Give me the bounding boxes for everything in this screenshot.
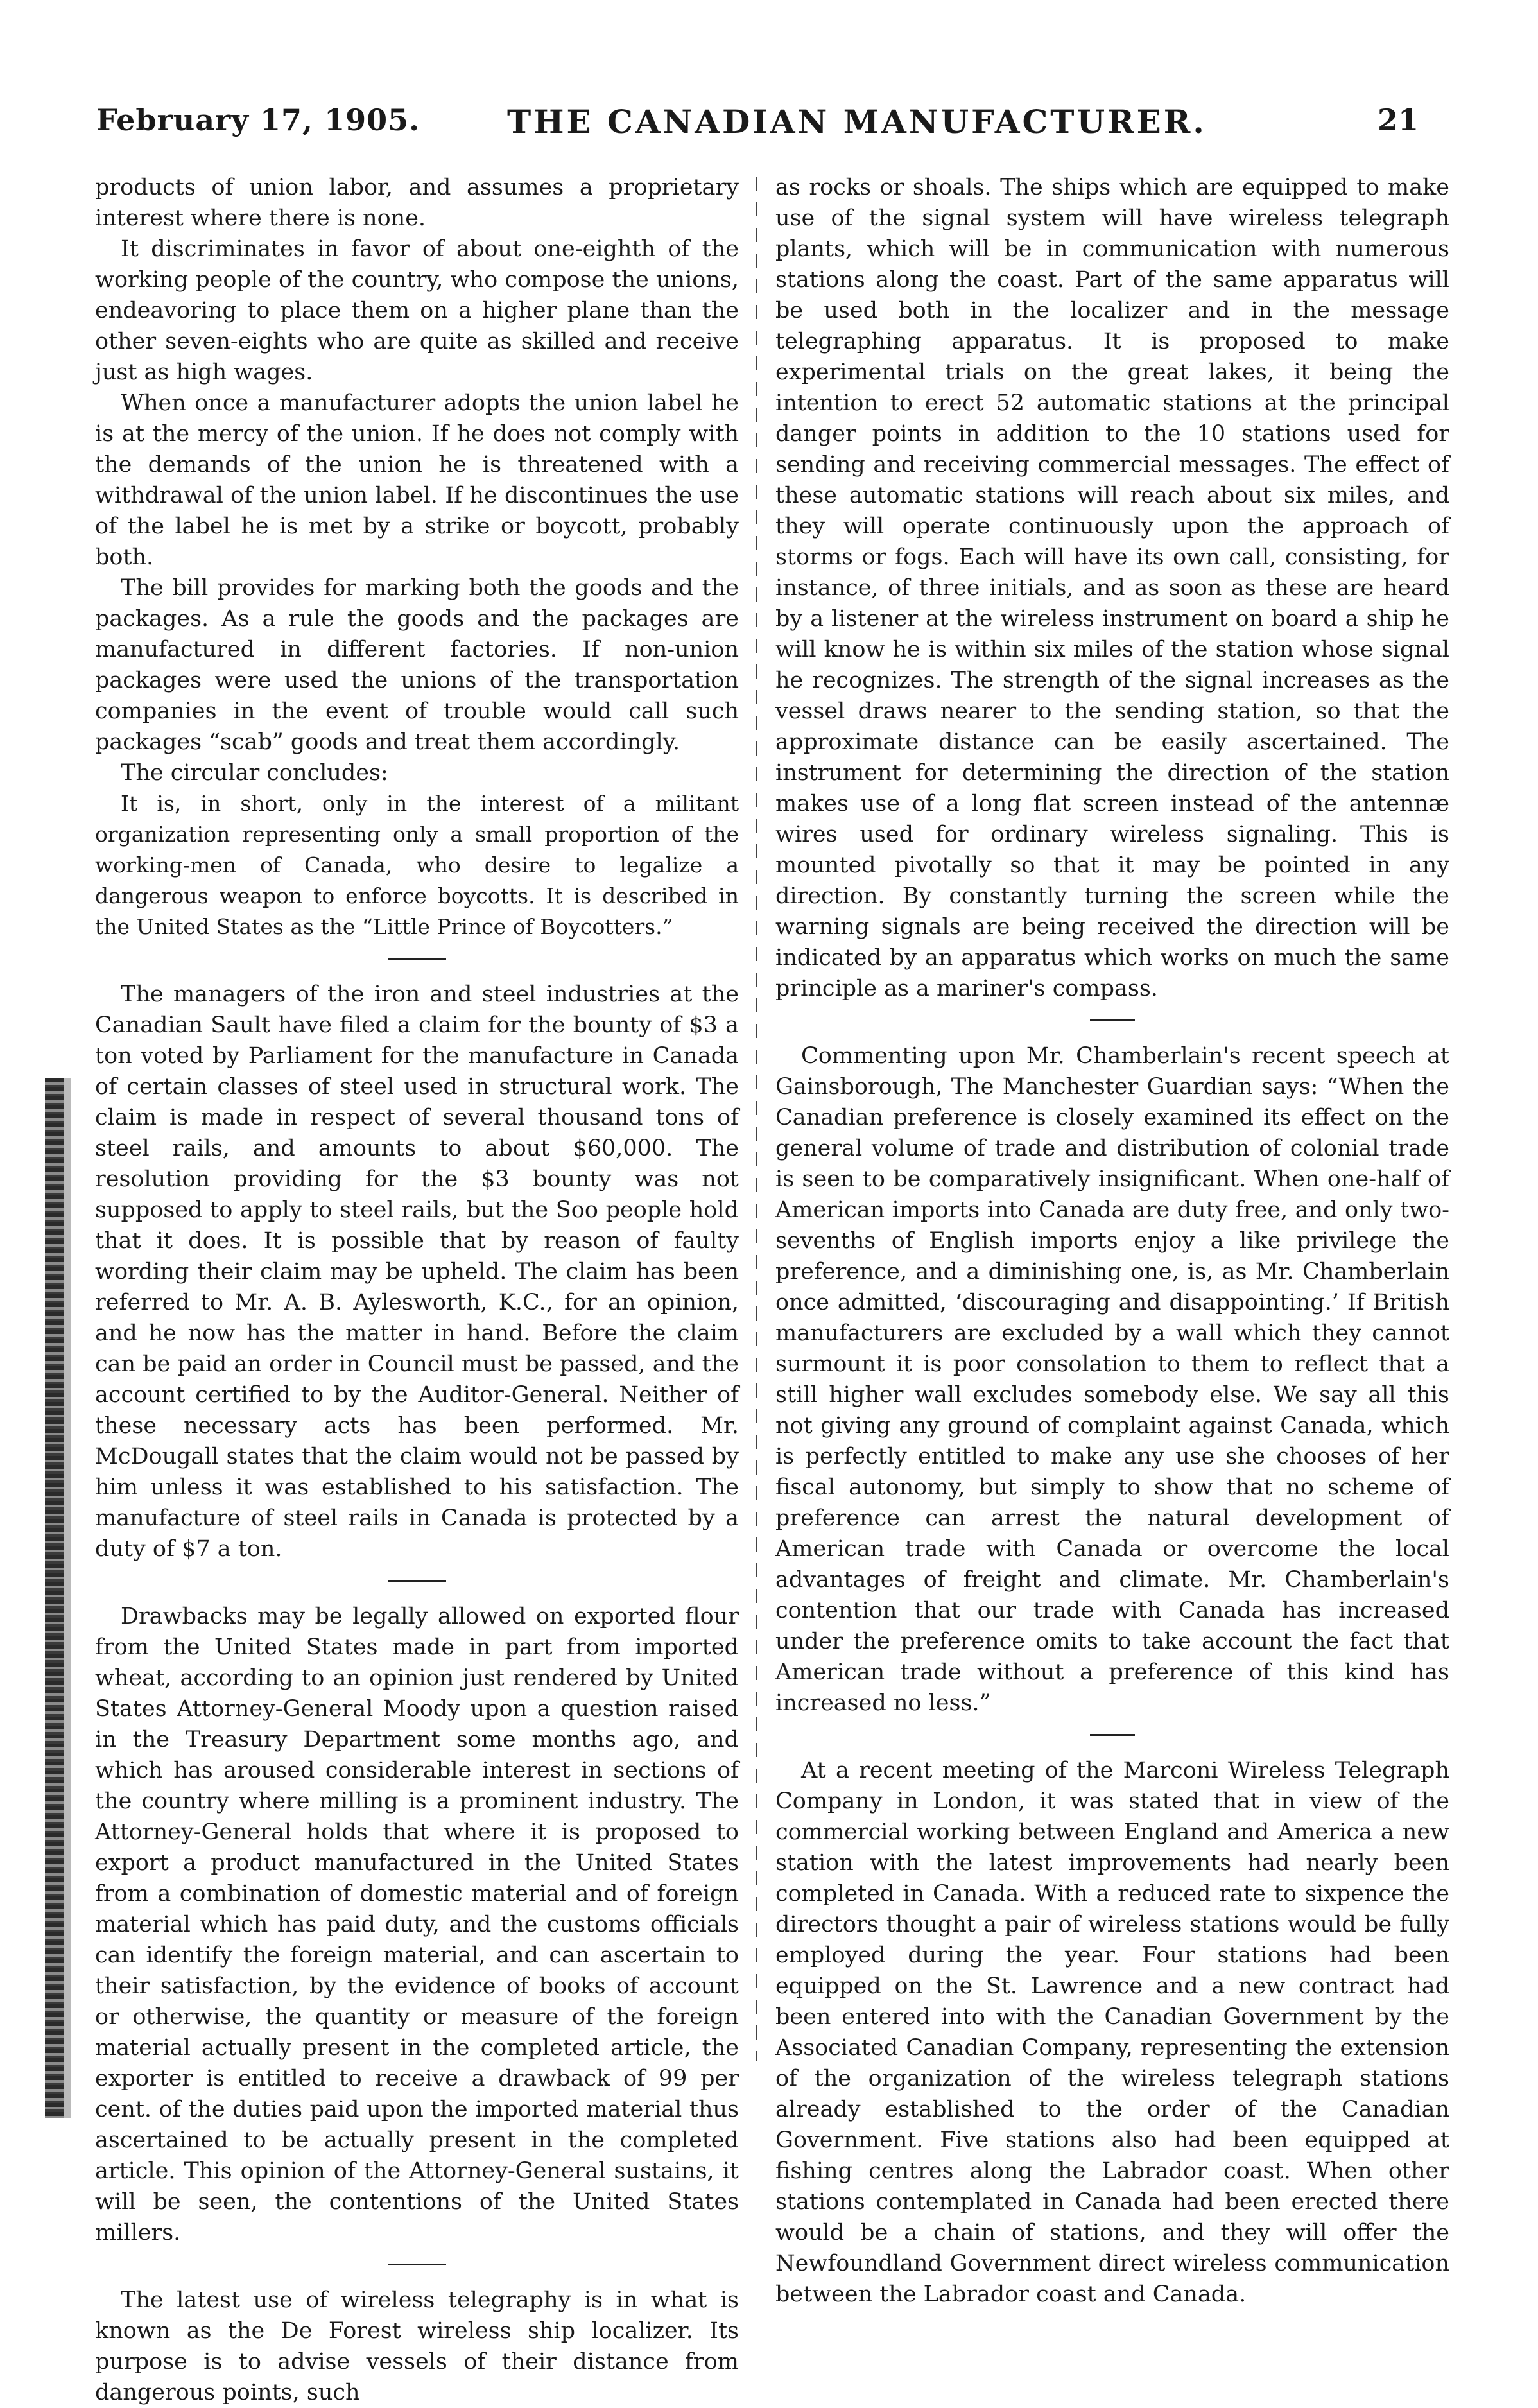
section-divider — [388, 958, 446, 960]
page-header — [96, 103, 1419, 160]
right-column — [775, 172, 1449, 2310]
article-paragraph: When once a manufacturer adopts the union label he is at the mercy of the union. If he does not comply with the demands of the union he is threatened with a withdrawal of the union label. If he discontinues the use of the label he is met by a strike or boycott, probably both. — [95, 390, 739, 570]
column-rule — [756, 177, 757, 2061]
article-paragraph: Drawbacks may be legally allowed on exported flour from the United States made in part from imported wheat, according to an opinion just rendered by United States Attorney-General Moody upon a question raised in the Treasury Department some months ago, and which has aroused considerable interest in sections of the country where milling is a prominent industry. The Attorney-General holds that where it is proposed to export a product manufactured in the United States from a combination of domestic material and of foreign material which has paid duty, and the customs officials can identify the foreign material, and can ascertain to their satisfaction, by the evidence of books of account or otherwise, the quantity or measure of the foreign material actually present in the completed article, the exporter is entitled to receive a drawback of 99 per cent. of the duties paid upon the imported material thus ascertained to be actually present in the completed article. This opinion of the Attorney-General sustains, it will be seen, the contentions of the United States millers. — [95, 1604, 739, 2246]
publication-title: THE CANADIAN MANUFACTURER. — [507, 103, 1207, 141]
article-paragraph: The bill provides for marking both the goods and the packages. As a rule the goods and the packages are manufactured in different factories. If non-union packages were used the unions of the transportation companies in the event of trouble would call such packages “scab” goods and treat them accordingly. — [95, 575, 739, 755]
left-column — [95, 172, 739, 2408]
page-number: 21 — [1377, 103, 1419, 137]
section-divider — [1090, 1734, 1135, 1736]
binding-edge — [45, 1078, 64, 2118]
article-paragraph: Commenting upon Mr. Chamberlain's recent speech at Gainsborough, The Manchester Guardian says: “When the Canadian preference is closely examined its effect on the general volume of trade and distribution of colonial trade is seen to be comparatively insignificant. When one-half of American imports into Canada are duty free, and only two-sevenths of English imports enjoy a like privilege the preference, and a diminishing one, is, as Mr. Chamberlain once admitted, ‘discouraging and disappointing.’ If British manufacturers are excluded by a wall which they cannot surmount it is poor consolation to them to reflect that a still higher wall excludes somebody else. We say all this not giving any ground of complaint against Canada, which is perfectly entitled to make any use she chooses of her fiscal autonomy, but simply to show that no scheme of preference can arrest the natural development of American trade with Canada or overcome the local advantages of freight and climate. Mr. Chamberlain's contention that our trade with Canada has increased under the preference omits to take account the fact that American trade without a preference of this kind has increased no less.” — [775, 1043, 1449, 1716]
binding-shadow — [64, 1078, 71, 2118]
issue-date: February 17, 1905. — [96, 103, 420, 137]
article-paragraph: The managers of the iron and steel industries at the Canadian Sault have filed a claim for the bounty of $3 a ton voted by Parliament for the manufacture in Canada of certain classes of steel used in structural work. The claim is made in respect of several thousand tons of steel rails, and amounts to about $60,000. The resolution providing for the $3 bounty was not supposed to apply to steel rails, but the Soo people hold that it does. It is possible that by reason of faulty wording their claim may be upheld. The claim has been referred to Mr. A. B. Aylesworth, K.C., for an opinion, and he now has the matter in hand. Before the claim can be paid an order in Council must be passed, and the account certified to by the Auditor-General. Neither of these necessary acts has been performed. Mr. McDougall states that the claim would not be passed by him unless it was established to his satisfaction. The manufacture of steel rails in Canada is protected by a duty of $7 a ton. — [95, 982, 739, 1562]
article-paragraph: It discriminates in favor of about one-eighth of the working people of the country, who compose the unions, endeavoring to place them on a higher plane than the other seven-eights who are quite as skilled and receive just as high wages. — [95, 236, 739, 385]
section-divider — [388, 1580, 446, 1582]
article-paragraph: At a recent meeting of the Marconi Wireless Telegraph Company in London, it was stated that in view of the commercial working between England and America a new station with the latest improvements had nearly been completed in Canada. With a reduced rate to sixpence the directors thought a pair of wireless stations would be fully employed during the year. Four stations had been equipped on the St. Lawrence and a new contract had been entered into with the Canadian Government by the Associated Canadian Company, representing the extension of the organization of the wireless telegraph stations already established to the order of the Canadian Government. Five stations also had been equipped at fishing centres along the Labrador coast. When other stations contemplated in Canada had been erected there would be a chain of stations, and they will offer the Newfoundland Government direct wireless communication between the Labrador coast and Canada. — [775, 1758, 1449, 2307]
article-paragraph: products of union labor, and assumes a proprietary interest where there is none. — [95, 175, 739, 231]
article-paragraph: The circular concludes: — [121, 760, 388, 786]
article-paragraph: as rocks or shoals. The ships which are equipped to make use of the signal system will have wireless telegraph plants, which will be in communication with numerous stations along the coast. Part of the same apparatus will be used both in the localizer and in the message telegraphing apparatus. It is proposed to make experimental trials on the great lakes, it being the intention to erect 52 automatic stations at the principal danger points in addition to the 10 stations used for sending and receiving commercial messages. The effect of these automatic stations will reach about six miles, and they will operate continuously upon the approach of storms or fogs. Each will have its own call, consisting, for instance, of three initials, and as soon as these are heard by a listener at the wireless instrument on board a ship he will know he is within six miles of the station whose signal he recognizes. The strength of the signal increases as the vessel draws nearer to the sending station, so that the approximate distance can be easily ascertained. The instrument for determining the direction of the station makes use of a long flat screen instead of the antennæ wires used for ordinary wireless signaling. This is mounted pivotally so that it may be pointed in any direction. By constantly turning the screen while the warning signals are being received the direction will be indicated by an apparatus which works on much the same principle as a mariner's compass. — [775, 175, 1449, 1001]
article-paragraph: The latest use of wireless telegraphy is in what is known as the De Forest wireless ship localizer. Its purpose is to advise vessels of their distance from dangerous points, such — [95, 2287, 739, 2405]
quoted-paragraph: It is, in short, only in the interest of a militant organization representing only a small proportion of the working-men of Canada, who desire to legalize a dangerous weapon to enforce boycotts. It is described in the United States as the “Little Prince of Boycotters.” — [95, 791, 739, 939]
section-divider — [1090, 1019, 1135, 1021]
section-divider — [388, 2264, 446, 2265]
